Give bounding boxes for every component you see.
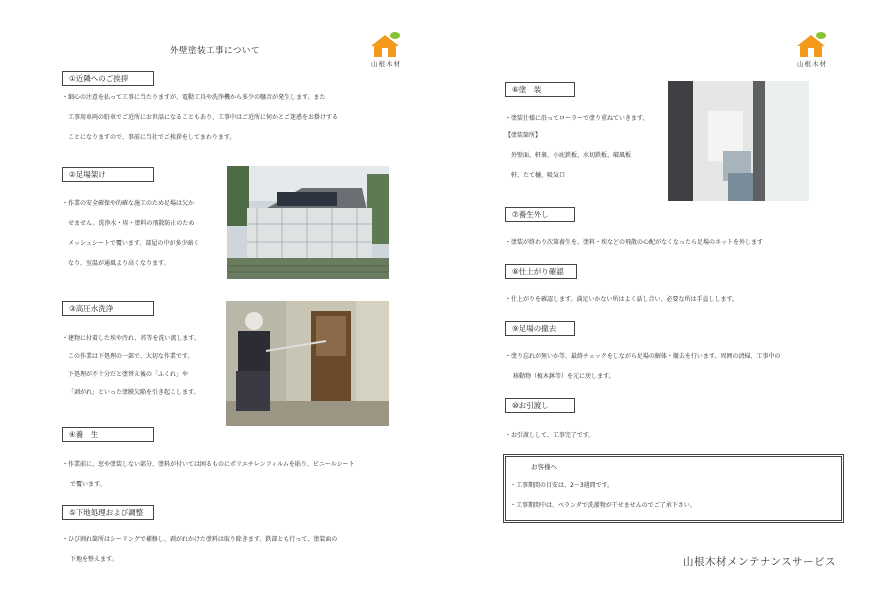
- scaffold-photo: [227, 166, 389, 279]
- section-text-handover: ・お引渡しして、工事完了です。: [505, 432, 595, 439]
- company-logo-right: [790, 30, 834, 70]
- section-text-scaffold: ・作業の安全確保や的確な施工のため足場は欠か せません。洗浄水・埃・塗料の飛散防止のため メッシュシートで覆います。部屋の中が多少暗く なり、室温が通風より高くなります。: [62, 200, 200, 267]
- section-text-painting: ・塗装仕様に沿ってローラーで塗り重ねていきます。: [505, 115, 649, 122]
- section-text-greeting: ・細心の注意を払って工事に当たりますが、電動工具や洗浄機から多少の騒音が発生します。また 工事用車両の駐車でご近所にお世話になることもあり、工事中はご近所に何かとご迷惑をお掛けする ことになりますので、事前に当社でご挨拶をしてまわります。: [62, 94, 339, 141]
- speech-bubble-icon: [816, 32, 826, 39]
- section-heading-wash: ③高圧水洗浄: [62, 301, 154, 316]
- section-text-unmask: ・塗装が終わり次第養生を、塗料・埃などの飛散の心配がなくなったら足場のネットを外します: [505, 239, 764, 246]
- page-title: 外壁塗装工事について: [170, 46, 260, 56]
- speech-bubble-icon: [390, 32, 400, 39]
- section-text-inspection: ・仕上がりを確認します。満足いかない所はよく話し合い、必要な所は手直しします。: [505, 296, 739, 303]
- section-heading-painting: ⑥塗 装: [505, 82, 575, 97]
- section-heading-greeting: ①近隣へのご挨拶: [62, 71, 154, 86]
- section-heading-handover: ⑩お引渡し: [505, 398, 575, 413]
- washing-photo: [226, 301, 389, 426]
- section-text-wash: ・建物に付着した埃や汚れ、苔等を洗い流します。 この作業は下処理の一部で、大切な作業です。 下処理が不十分だと塗替え後の「ふくれ」や 「剥がれ」といった塗膜欠陥を引き起こします。: [62, 335, 200, 396]
- section-heading-scaffold: ②足場架け: [62, 167, 154, 182]
- section-heading-removal: ⑨足場の撤去: [505, 321, 575, 336]
- section-heading-inspection: ⑧仕上がり確認: [505, 264, 577, 279]
- section-heading-prep: ⑤下地処理および調整: [62, 505, 154, 520]
- notice-text: ・工事期間の目安は、2～3週間です。 ・工事期間中は、ベランダで洗濯物が干せませんのでご了承下さい。: [510, 482, 696, 509]
- customer-notice-box: [503, 454, 844, 523]
- section-heading-masking: ④養 生: [62, 427, 154, 442]
- painting-photo: [668, 81, 809, 201]
- logo-text: 山根木材: [797, 60, 827, 68]
- logo-text: 山根木材: [371, 60, 401, 68]
- notice-title: お客様へ: [531, 463, 557, 471]
- company-logo-left: [364, 30, 408, 70]
- painting-locations: 【塗装箇所】 外壁面、軒裏、小庇鉄板、水切鉄板、破風板 軒、たて樋、吸気口: [505, 132, 632, 179]
- section-heading-unmask: ⑦養生外し: [505, 207, 575, 222]
- footer-company-name: 山根木材メンテナンスサービス: [683, 556, 836, 568]
- section-text-masking: ・作業前に、窓や塗装しない部分、塗料が付いては困るものにポリエチレンフィルムを貼り、ビニールシート で覆います。: [62, 461, 355, 488]
- section-text-prep: ・ひび割れ箇所はシーリングで補修し、剥がれかけた塗料は取り除きます。鉄部とも行って、塗装面の 下地を整えます。: [62, 536, 338, 563]
- section-text-removal: ・塗り忘れが無いか等、最終チェックをしながら足場の解体・撤去を行います。周囲の清掃、工事中の 移動物（植木鉢等）を元に戻します。: [505, 353, 781, 380]
